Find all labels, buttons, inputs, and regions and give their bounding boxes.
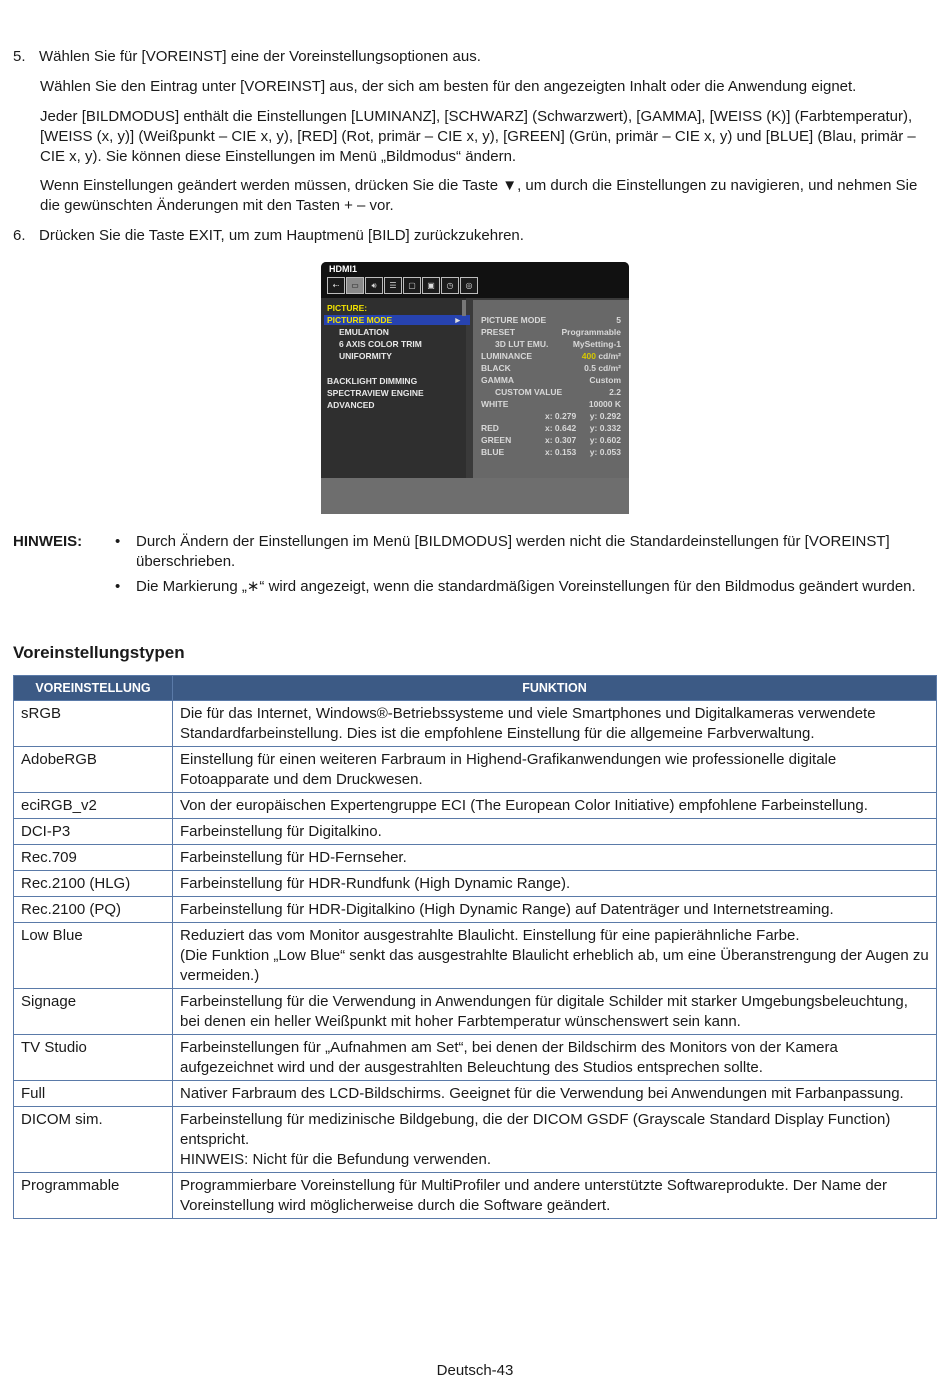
table-row <box>14 897 937 923</box>
preset-description: Farbeinstellung für HD-Fernseher. <box>173 845 937 871</box>
preset-description: Nativer Farbraum des LCD-Bildschirms. Geeignet für die Verwendung bei Anwendungen mit Farbanpassung. <box>173 1081 937 1107</box>
layout-icon: ▢ <box>403 277 421 294</box>
bullet-icon: • <box>115 533 121 550</box>
table-row <box>14 871 937 897</box>
osd-scrollbar <box>462 300 466 316</box>
table-row <box>14 747 937 793</box>
preset-name: sRGB <box>14 701 173 747</box>
note-item: Durch Ändern der Einstellungen im Menü [BILDMODUS] werden nicht die Standardeinstellungen für [VOREINST] überschrieben. <box>136 533 890 570</box>
table-header-row <box>14 676 937 701</box>
osd-menu-item-emulation: EMULATION <box>339 327 389 337</box>
osd-menu-item-advanced: ADVANCED <box>327 400 375 410</box>
column-header-preset: VOREINSTELLUNG <box>14 676 173 701</box>
preset-description: Farbeinstellung für medizinische Bildgebung, die der DICOM GSDF (Grayscale Standard Display Function) entspricht. HINWEIS: Nicht für die Befundung verwenden. <box>173 1107 937 1173</box>
preset-name: Rec.2100 (HLG) <box>14 871 173 897</box>
preset-description: Farbeinstellung für die Verwendung in Anwendungen für digitale Schilder mit starker Umgebungsbeleuchtung, bei denen ein heller Weißpunkt mit hoher Farbtemperatur wünschenswert sein kann. <box>173 989 937 1035</box>
info-icon: ◎ <box>460 277 478 294</box>
step-5 <box>13 47 481 67</box>
step-text: Drücken Sie die Taste EXIT, um zum Hauptmenü [BILD] zurückzukehren. <box>39 227 524 244</box>
osd-menu-screenshot <box>321 262 629 514</box>
table-row <box>14 845 937 871</box>
table-row <box>14 793 937 819</box>
osd-menu-item-uniformity: UNIFORMITY <box>339 351 392 361</box>
table-row <box>14 701 937 747</box>
preset-description: Einstellung für einen weiteren Farbraum in Highend-Grafikanwendungen wie professionelle digitale Fotoapparate und dem Druckwesen. <box>173 747 937 793</box>
page-number: Deutsch-43 <box>436 1362 514 1379</box>
section-title: Voreinstellungstypen <box>13 643 185 662</box>
osd-menu-list <box>321 298 466 478</box>
preset-description: Die für das Internet, Windows®-Betriebssysteme und viele Smartphones und Digitalkameras verwendete Standardfarbeinstellung. Dies ist die empfohlene Einstellung für die allgemeine Farbverwaltung. <box>173 701 937 747</box>
step-number: 5. <box>13 48 26 65</box>
preset-description: Farbeinstellung für HDR-Digitalkino (High Dynamic Range) auf Datenträger und Internetstreaming. <box>173 897 937 923</box>
table-row <box>14 819 937 845</box>
preset-name: Signage <box>14 989 173 1035</box>
note-label: HINWEIS: <box>13 533 83 550</box>
preset-description: Reduziert das vom Monitor ausgestrahlte Blaulicht. Einstellung für eine papierähnliche Farbe. (Die Funktion „Low Blue“ senkt das ausgestrahlte Blaulicht erheblich ab, um eine Überanstrengung der Augen zu vermeiden.) <box>173 923 937 989</box>
preset-name: Rec.2100 (PQ) <box>14 897 173 923</box>
osd-menu-item-axis-trim: 6 AXIS COLOR TRIM <box>339 339 422 349</box>
preset-name: Full <box>14 1081 173 1107</box>
table-row <box>14 923 937 989</box>
note-item: Die Markierung „∗“ wird angezeigt, wenn die standardmäßigen Voreinstellungen für den Bildmodus geändert wurden. <box>136 578 916 595</box>
bullet-icon: • <box>115 578 121 595</box>
table-row <box>14 1107 937 1173</box>
table-row <box>14 1173 937 1219</box>
preset-name: Programmable <box>14 1173 173 1219</box>
column-header-function: FUNKTION <box>173 676 937 701</box>
table-row <box>14 1035 937 1081</box>
preset-description: Farbeinstellungen für „Aufnahmen am Set“, bei denen der Bildschirm des Monitors von der Kamera aufgezeichnet wird und der ausgestrahlten Beleuchtung des Studios entsprechen sollte. <box>173 1035 937 1081</box>
preset-name: TV Studio <box>14 1035 173 1081</box>
preset-name: AdobeRGB <box>14 747 173 793</box>
osd-menu-header: PICTURE: <box>327 303 368 313</box>
preset-description: Von der europäischen Expertengruppe ECI (The European Color Initiative) empfohlene Farbeinstellung. <box>173 793 937 819</box>
preset-description: Farbeinstellung für HDR-Rundfunk (High Dynamic Range). <box>173 871 937 897</box>
preset-description: Farbeinstellung für Digitalkino. <box>173 819 937 845</box>
preset-name: Low Blue <box>14 923 173 989</box>
step-number: 6. <box>13 227 26 244</box>
multi-picture-icon: ▣ <box>422 277 440 294</box>
preset-types-table <box>13 675 937 1219</box>
osd-settings-panel: PICTURE MODE 5 PRESET Programmable 3D LUT EMU. MySetting-1 LUMINANCE 400 cd/m² BLACK 0.5 cd/m² GAMMA Custom CUSTOM VALUE 2.2 WHITE 10000 K x: 0.279 y: 0.292 RED x: 0.642 y: 0.332 GREEN x: 0.307 y: 0.602 BLUE x: 0.153 y: 0.053 <box>473 300 629 478</box>
paragraph-picture-mode-settings: Jeder [BILDMODUS] enthält die Einstellungen [LUMINANZ], [SCHWARZ] (Schwarzwert), [GAMMA], [WEISS (K)] (Farbtemperatur), [WEISS (x, y)] (Weißpunkt – CIE x, y), [RED] (Rot, primär – CIE x, y), [GREEN] (Grün, primär – CIE x, y) und [BLUE] (Blau, primär – CIE x, y). Sie können diese Einstellungen im Menü „Bildmodus“ ändern. <box>40 108 916 165</box>
osd-icon-bar <box>327 277 478 294</box>
paragraph-navigation: Wenn Einstellungen geändert werden müssen, drücken Sie die Taste ▼, um durch die Einstellungen zu navigieren, und nehmen Sie die gewünschten Änderungen mit den Tasten + – vor. <box>40 177 918 214</box>
table-row <box>14 1081 937 1107</box>
preset-name: DCI-P3 <box>14 819 173 845</box>
osd-bottom-bar <box>321 478 629 514</box>
osd-input-source: HDMI1 <box>329 264 358 274</box>
picture-icon: ▭ <box>346 277 364 294</box>
osd-menu-item-backlight: BACKLIGHT DIMMING <box>327 376 418 386</box>
preset-name: DICOM sim. <box>14 1107 173 1173</box>
audio-icon: 🔊︎ <box>365 277 383 294</box>
schedule-icon: ◷ <box>441 277 459 294</box>
table-row <box>14 989 937 1035</box>
osd-menu-item-spectraview: SPECTRAVIEW ENGINE <box>327 388 424 398</box>
preset-name: Rec.709 <box>14 845 173 871</box>
input-icon: ⇠ <box>327 277 345 294</box>
step-text: Wählen Sie für [VOREINST] eine der Voreinstellungsoptionen aus. <box>39 48 481 65</box>
osd-menu-item-picture-mode: PICTURE MODE ► <box>324 315 470 325</box>
osd-top-bar <box>321 262 629 298</box>
preset-description: Programmierbare Voreinstellung für MultiProfiler und andere unterstützte Softwareprodukte. Der Name der Voreinstellung wird möglicherweise durch die Software geändert. <box>173 1173 937 1219</box>
setup-icon: ☰ <box>384 277 402 294</box>
paragraph-preset-choice: Wählen Sie den Eintrag unter [VOREINST] aus, der sich am besten für den angezeigten Inhalt oder die Anwendung eignet. <box>40 78 857 95</box>
arrow-right-icon: ► <box>453 315 462 325</box>
step-6 <box>13 226 524 246</box>
preset-name: eciRGB_v2 <box>14 793 173 819</box>
